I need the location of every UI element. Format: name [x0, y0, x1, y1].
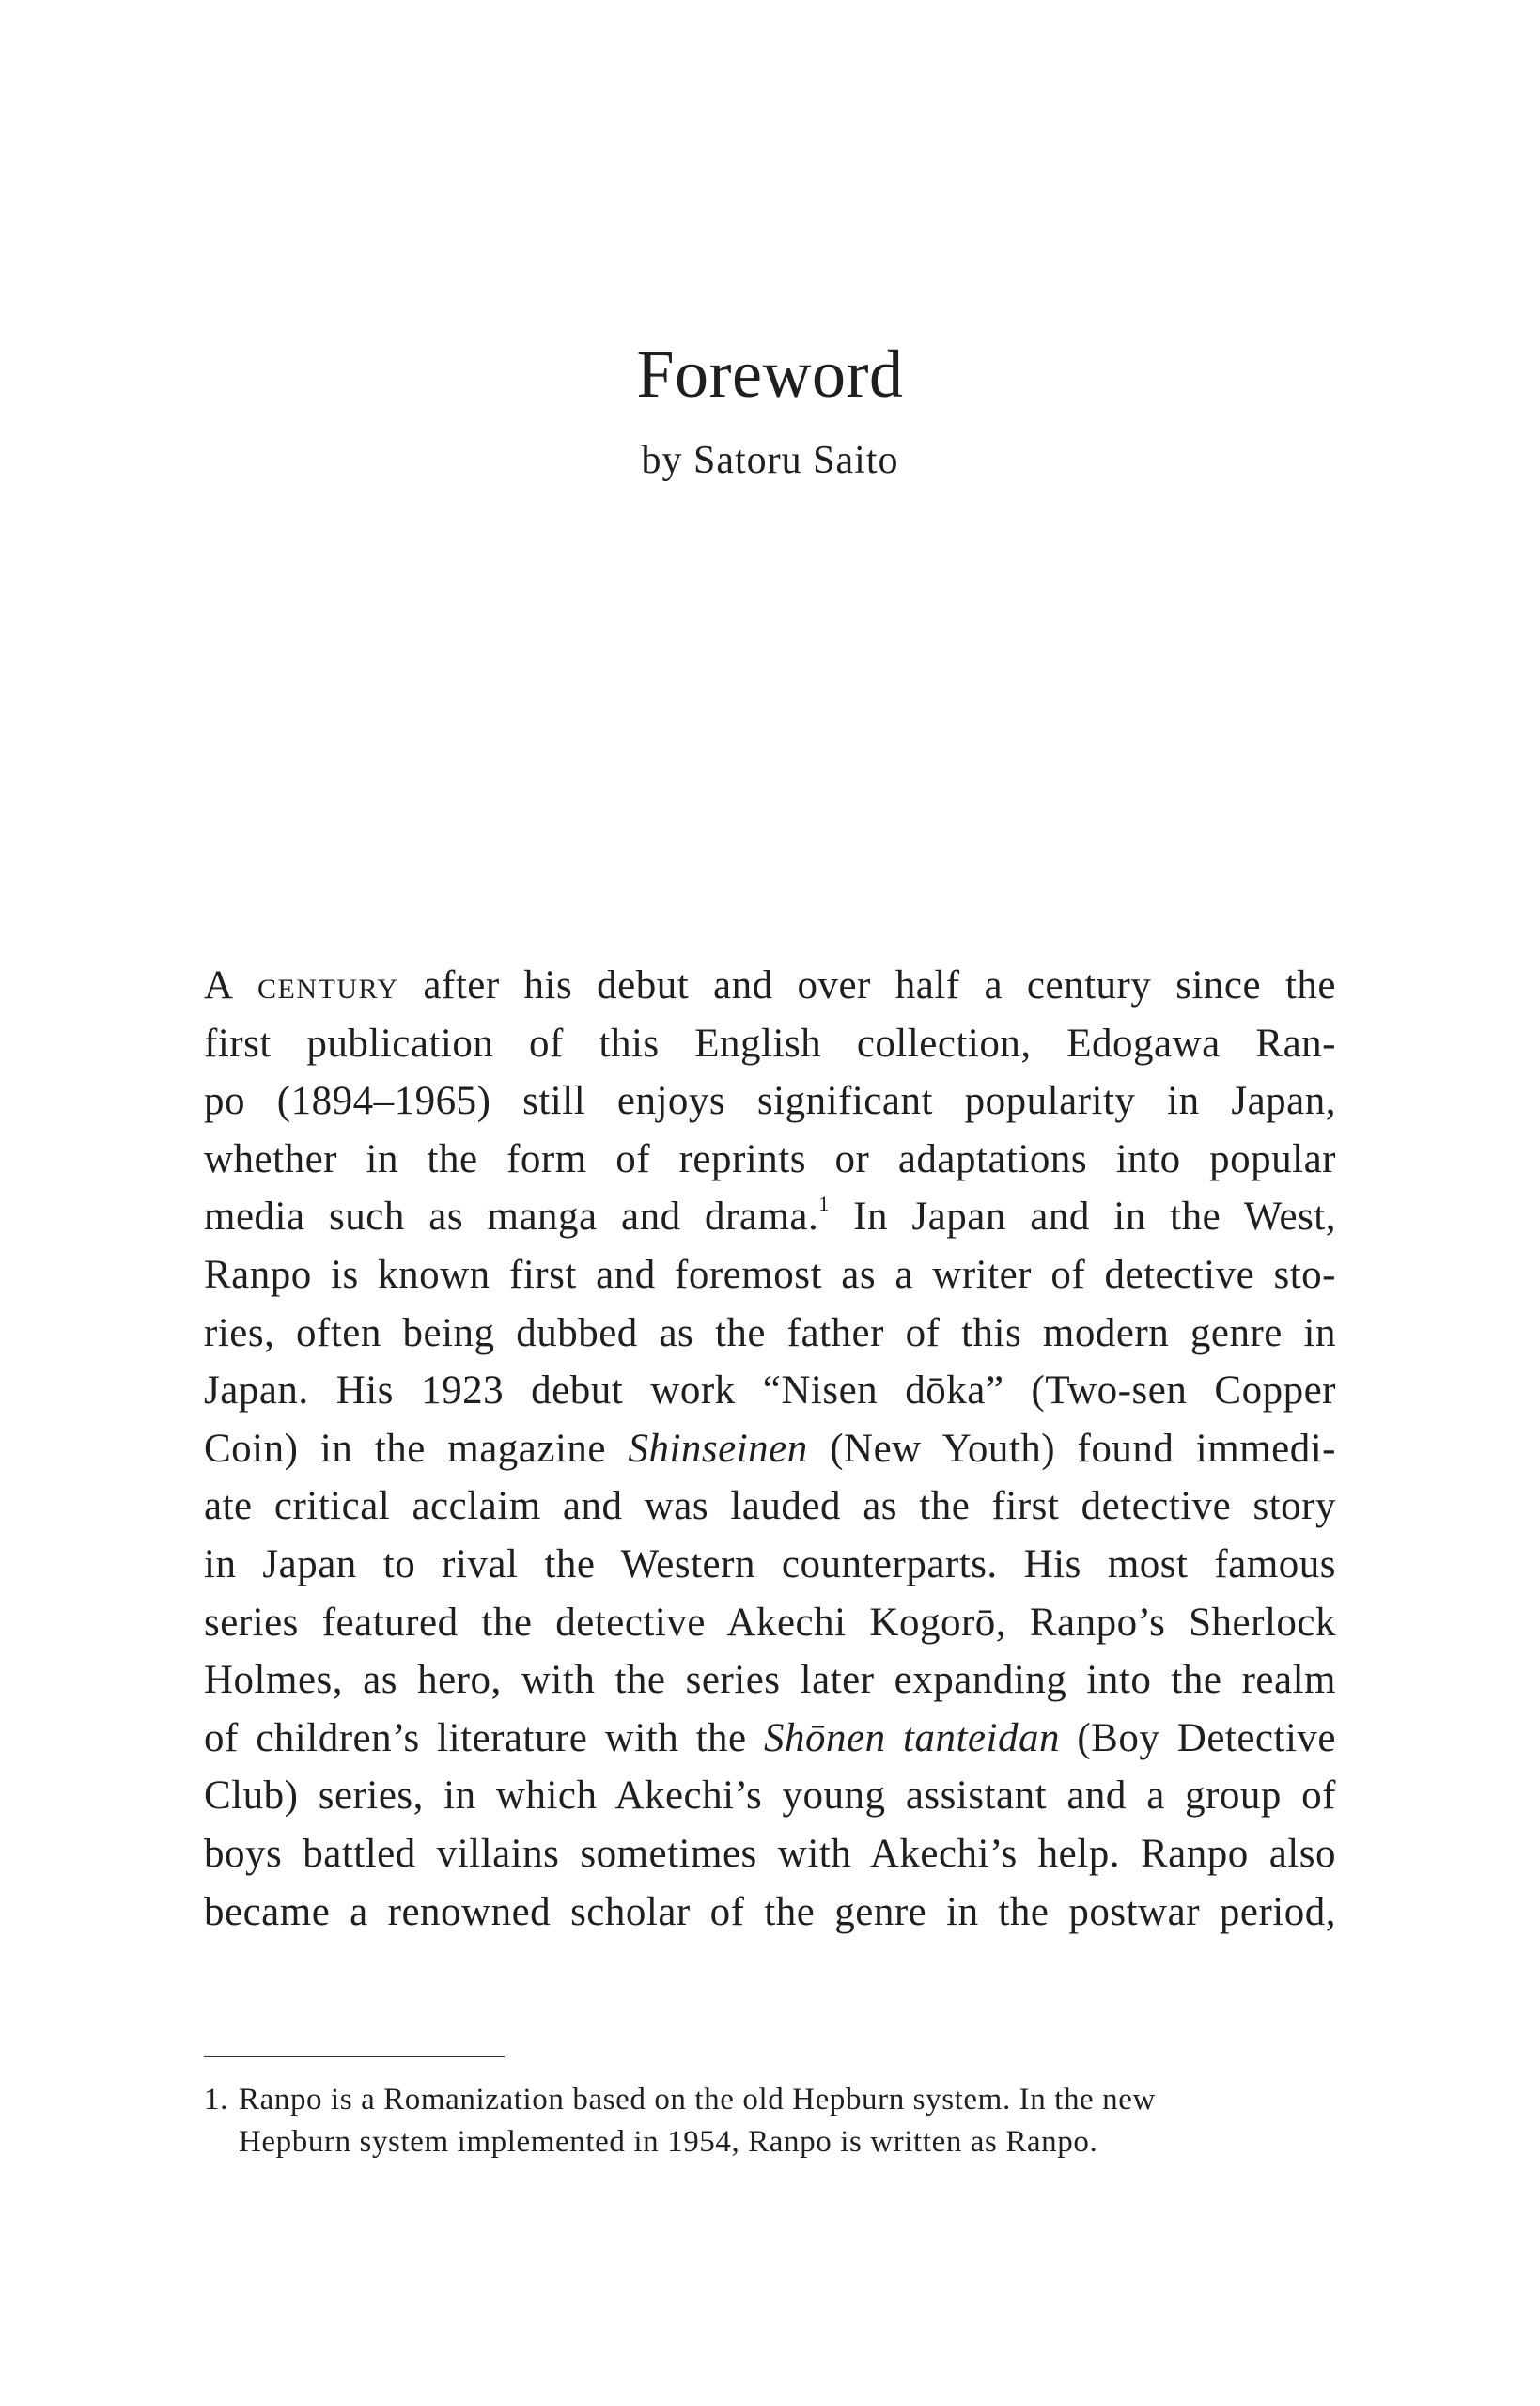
text-line: in Japan to rival the Western counterparts. His most famous	[204, 1541, 1336, 1586]
text-line: whether in the form of reprints or adaptations into popular	[204, 1136, 1336, 1181]
page-title: Foreword	[636, 336, 904, 412]
text-line: Japan. His 1923 debut work “Nisen dōka” (Two-sen Copper	[204, 1368, 1336, 1414]
text-line	[204, 1188, 1336, 1246]
text-line: Ranpo is known first and foremost as a writer of detective sto-	[204, 1252, 1336, 1297]
text-line: Club) series, in which Akechi’s young assistant and a group of	[204, 1773, 1336, 1819]
text-segment: of children’s literature with the	[204, 1715, 765, 1760]
text-line: boys battled villains sometimes with Akechi’s help. Ranpo also	[204, 1831, 1336, 1876]
text-segment: (New Youth) found immedi-	[807, 1426, 1336, 1471]
footnote-line	[204, 2079, 1336, 2121]
text-segment: Coin) in the magazine	[204, 1426, 629, 1471]
footnote-divider	[204, 2056, 505, 2057]
text-line	[204, 957, 1336, 1015]
body-paragraph	[204, 957, 1336, 1941]
text-segment: (Boy Detective	[1059, 1715, 1337, 1760]
text-line	[204, 1420, 1336, 1478]
footnote-text: Ranpo is a Romanization based on the old Hepburn system. In the new	[239, 2083, 1156, 2117]
text-segment: media such as manga and drama.	[204, 1195, 819, 1240]
text-line: ate critical acclaim and was lauded as the first detective story	[204, 1484, 1336, 1529]
footnote-line: Hepburn system implemented in 1954, Ranpo is written as Ranpo.	[239, 2125, 1098, 2159]
text-line	[204, 1710, 1336, 1768]
text-line: first publication of this English collection, Edogawa Ran-	[204, 1021, 1336, 1066]
text-line: series featured the detective Akechi Kogorō, Ranpo’s Sherlock	[204, 1600, 1336, 1645]
text-line: ries, often being dubbed as the father of this modern genre in	[204, 1310, 1336, 1355]
footnote-reference[interactable]: 1	[818, 1192, 830, 1216]
text-line: Holmes, as hero, with the series later expanding into the realm	[204, 1658, 1336, 1703]
footnote	[204, 2079, 1336, 2164]
text-segment: after his debut and over half a century since the	[398, 963, 1336, 1008]
author-byline: by Satoru Saito	[641, 439, 899, 482]
opening-smallcaps: A century	[204, 963, 399, 1008]
footnote-number: 1.	[204, 2083, 228, 2117]
text-segment: In Japan and in the West,	[829, 1195, 1337, 1240]
text-line: po (1894–1965) still enjoys significant popularity in Japan,	[204, 1079, 1336, 1124]
italic-title: Shōnen tanteidan	[764, 1715, 1060, 1760]
italic-title: Shinseinen	[628, 1426, 808, 1471]
text-line: became a renowned scholar of the genre in the postwar period,	[204, 1889, 1336, 1934]
